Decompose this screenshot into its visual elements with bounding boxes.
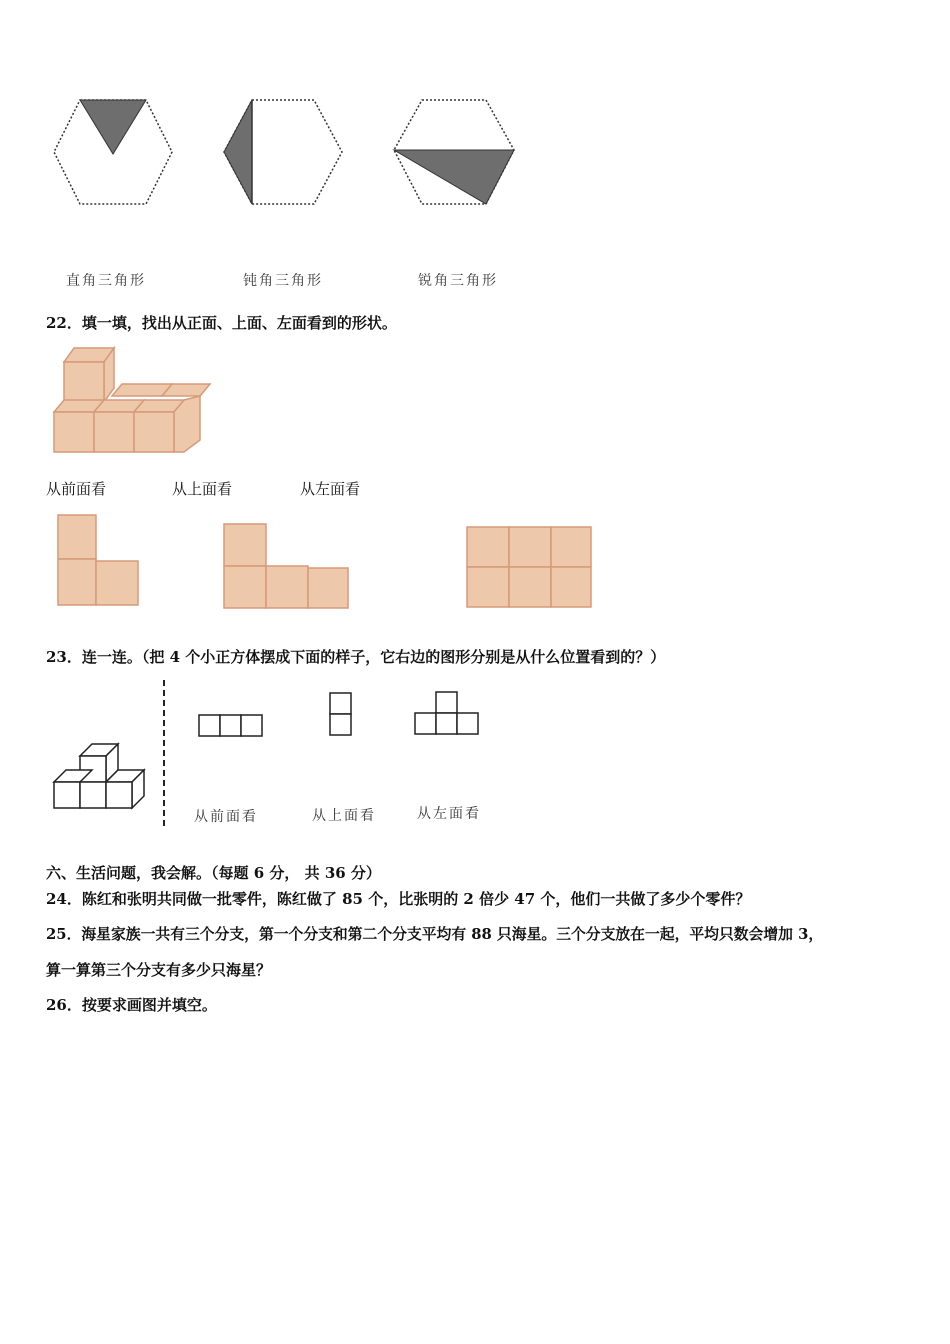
q23-view-two-stacked: [328, 691, 354, 739]
q23-label-front: 从前面看: [194, 809, 258, 825]
q23-view-three-squares: [197, 713, 267, 737]
q23-label-top: 从上面看: [312, 808, 376, 824]
q22-view-shape-1: [56, 513, 146, 608]
dashed-divider: [162, 680, 166, 830]
q22-label-left: 从左面看: [300, 480, 361, 498]
question-22-title: 22．填一填，找出从正面、上面、左面看到的形状。: [46, 314, 397, 332]
q23-label-left: 从左面看: [417, 806, 481, 822]
cube-stack-3d-figure: [50, 344, 210, 459]
question-23-title: 23．连一连。（把 4 个小正方体摆成下面的样子，它右边的图形分别是从什么位置看到的？）: [46, 648, 666, 666]
caption-right-triangle: 直角三角形: [66, 273, 146, 289]
question-25-line-1: 25．海星家族一共有三个分支，第一个分支和第二个分支平均有 88 只海星。三个分支放在一起，平均只数会增加 3，: [46, 926, 824, 943]
question-25-line-2: 算一算第三个分支有多少只海星？: [46, 961, 272, 979]
section-6-heading: 六、生活问题，我会解。（每题 6 分， 共 36 分）: [46, 864, 381, 882]
q23-view-t-shape: [413, 690, 483, 738]
shaded-right-triangle: [80, 100, 146, 154]
question-26: 26．按要求画图并填空。: [46, 996, 217, 1014]
caption-acute-triangle: 锐角三角形: [418, 273, 498, 289]
shaded-obtuse-triangle: [224, 100, 252, 204]
q22-view-shape-3: [465, 525, 597, 611]
q22-label-front: 从前面看: [46, 480, 107, 498]
question-24: 24．陈红和张明共同做一批零件，陈红做了 85 个，比张明的 2 倍少 47 个，他们一共做了多少个零件？: [46, 890, 751, 908]
shaded-acute-triangle: [394, 150, 514, 204]
q22-label-top: 从上面看: [172, 480, 233, 498]
four-cube-3d-figure: [52, 736, 152, 811]
q22-view-shape-2: [222, 522, 362, 612]
hexagon-obtuse-triangle-figure: [220, 98, 350, 208]
caption-obtuse-triangle: 钝角三角形: [243, 273, 323, 289]
hexagon-acute-triangle-figure: [390, 98, 520, 208]
hexagon-right-triangle-figure: [50, 98, 180, 208]
